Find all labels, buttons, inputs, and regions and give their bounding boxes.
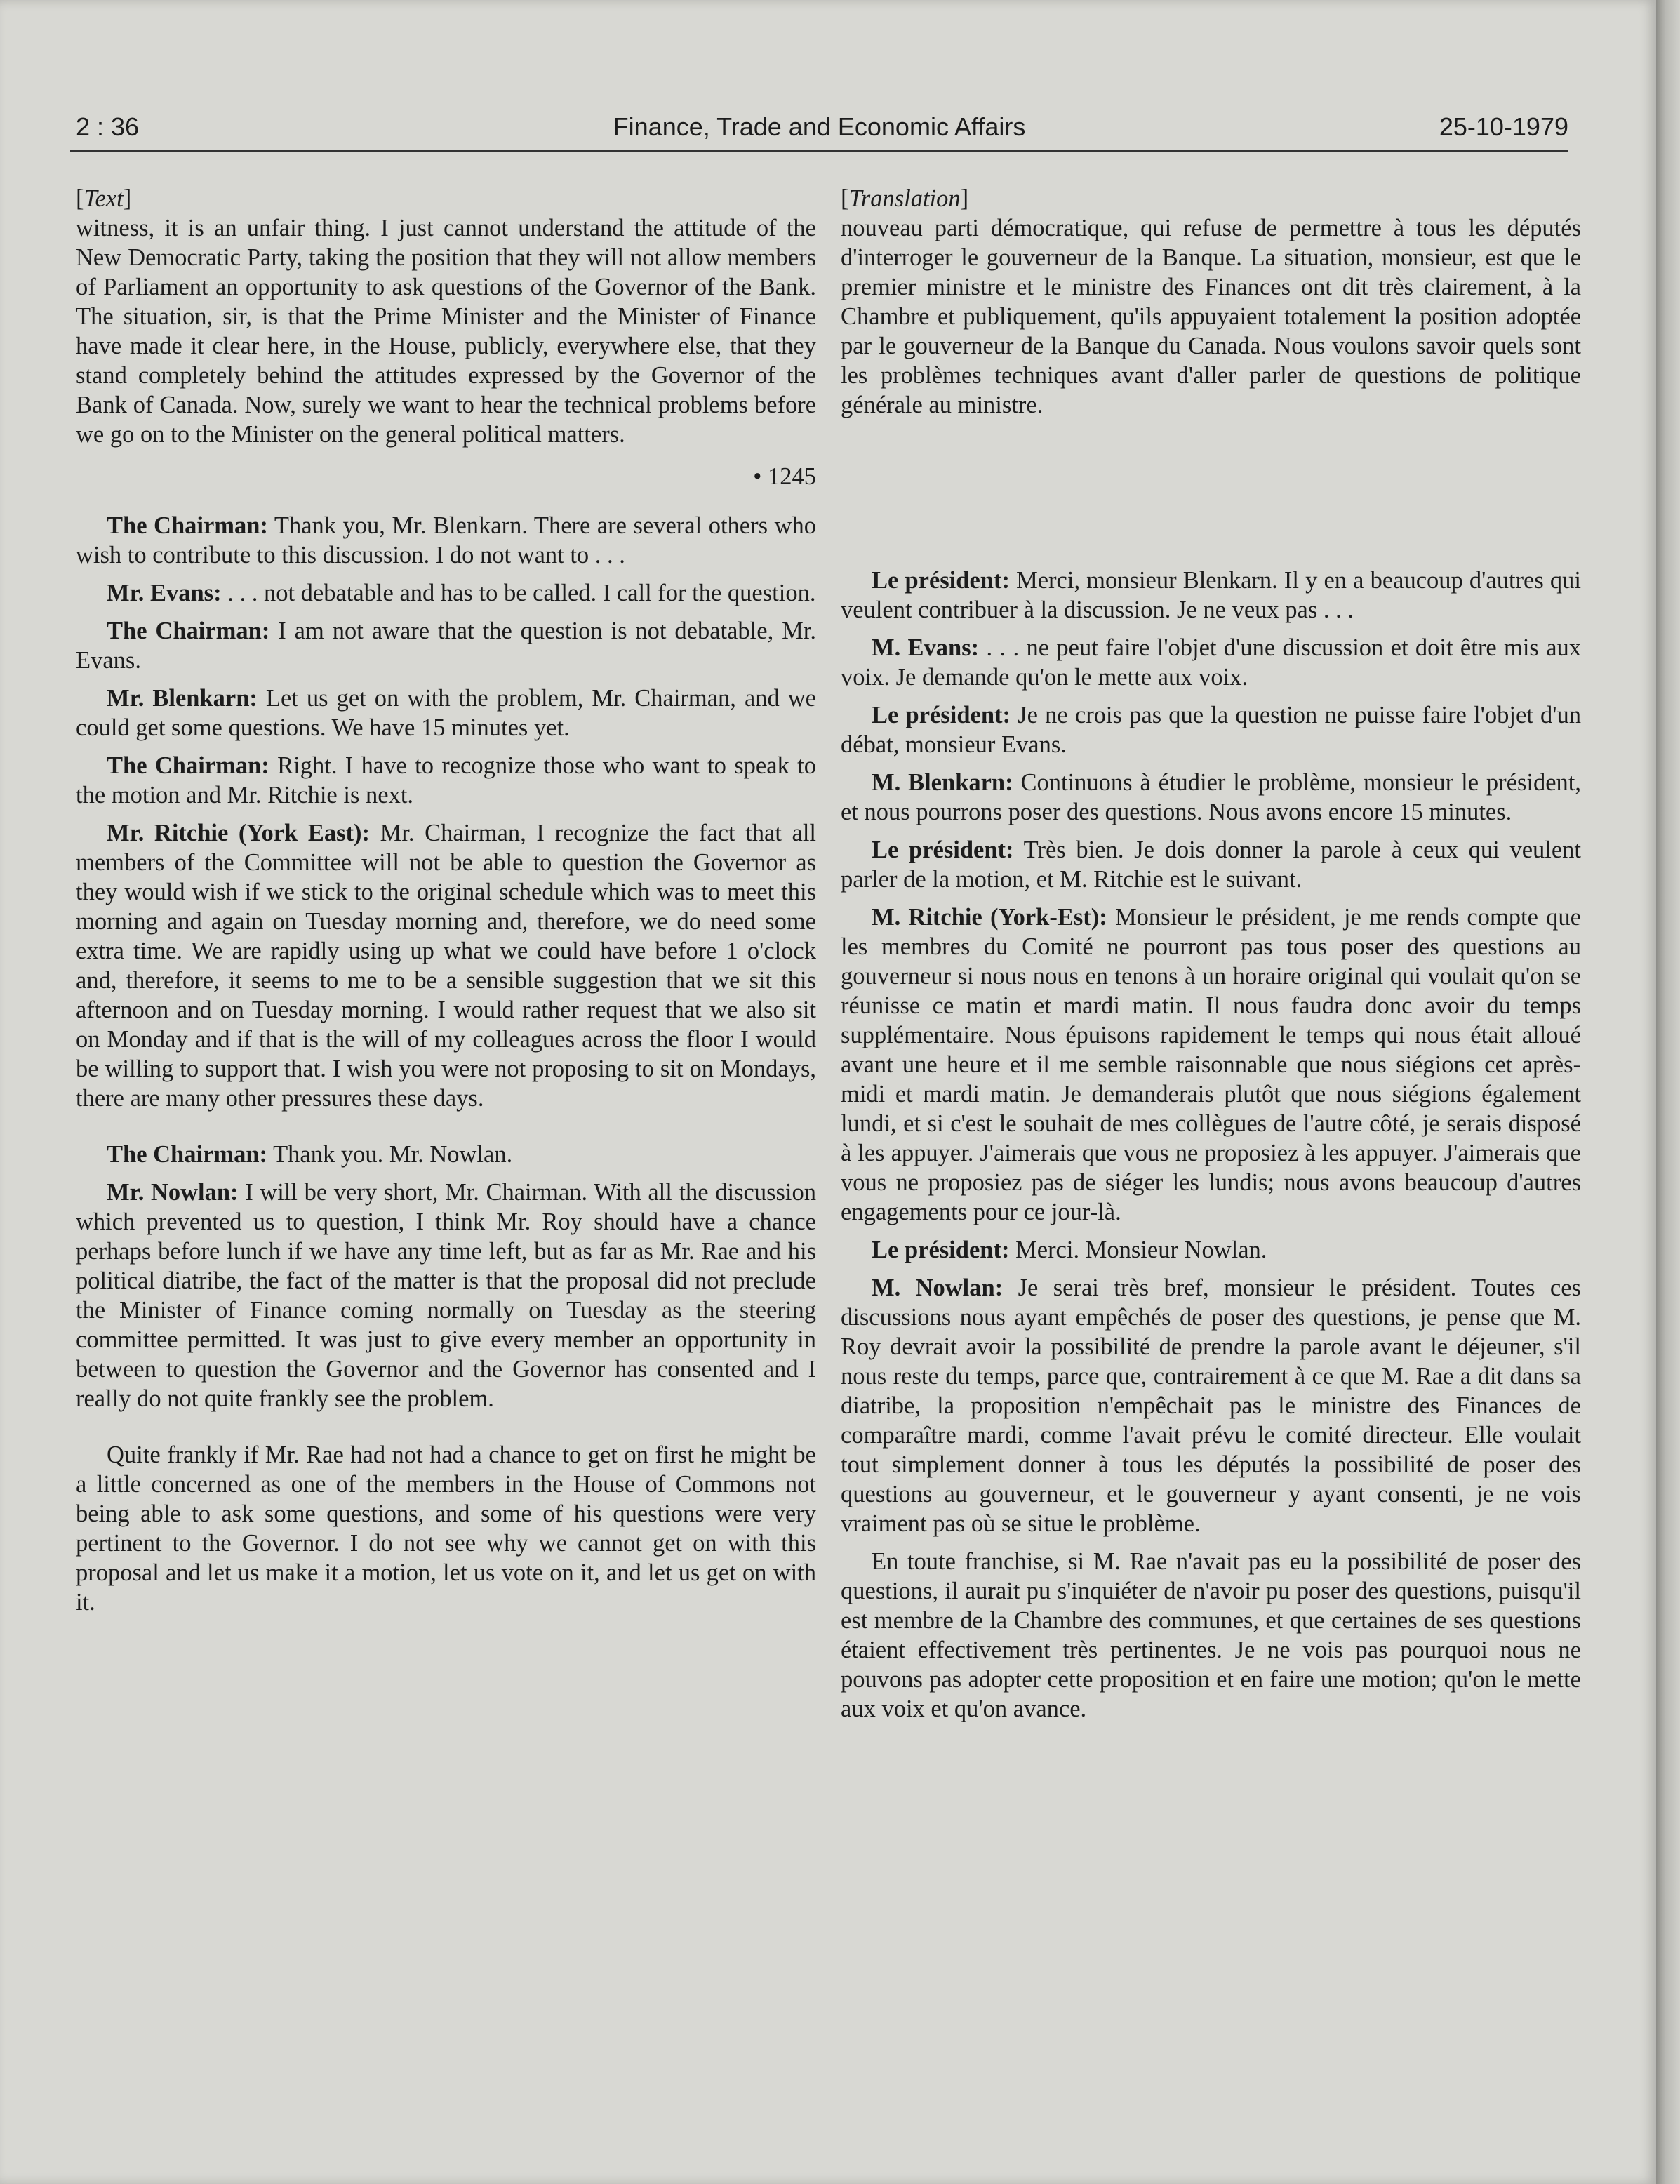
closing-paragraph: En toute franchise, si M. Rae n'avait pas eu la possibilité de poser des questions, il aurait pu s'inquiéter de n'avoir pu poser des questions, puisqu'il est membre de la Chambre des communes, et que certaines de ses questions étaient effectivement très pertinentes. Je ne vois pas pourquoi nous ne pouvons pas adopter cette proposition et en faire une motion; qu'on le mette aux voix et qu'on avance. [841,1548,1581,1722]
speech-text: Thank you. Mr. Nowlan. [273,1141,513,1168]
speaker-name: Le président: [872,567,1010,594]
speech-paragraph [841,1235,1581,1265]
speech-paragraph [841,633,1581,692]
speech-text: Merci. Monsieur Nowlan. [1015,1237,1267,1263]
speaker-name: Le président: [872,1237,1010,1263]
speech-text: Je ne crois pas que la question ne puisse faire l'objet d'un débat, monsieur Evans. [841,702,1581,758]
speaker-name: Mr. Evans: [107,580,222,606]
speech-paragraph [841,768,1581,827]
text-tag: [Text] [76,185,132,212]
page-binding-edge [1656,0,1680,2184]
speech-paragraph [76,511,816,570]
closing-paragraph: Quite frankly if Mr. Rae had not had a chance to get on first he might be a little concerned as one of the members in the House of Commons not being able to ask some questions, and some of his questions were very pertinent to the Governor. I do not see why we cannot get on with this proposal and let us make it a motion, let us vote on it, and let us get on with it. [76,1441,816,1616]
speech-text: Merci, monsieur Blenkarn. Il y en a beaucoup d'autres qui veulent contribuer à la discussion. Je ne veux pas . . . [841,567,1581,623]
speaker-name: M. Blenkarn: [872,769,1013,796]
speaker-name: The Chairman: [107,752,269,779]
speech-paragraph [76,818,816,1113]
page-number: 2 : 36 [76,112,140,141]
speech-text: Let us get on with the problem, Mr. Chairman, and we could get some questions. We have 15 minutes yet. [76,685,816,741]
intro-paragraph: nouveau parti démocratique, qui refuse de permettre à tous les députés d'interroger le gouverneur de la Banque. La situation, monsieur, est que le premier ministre et le ministre des Finances ont dit très clairement, à la Chambre et publiquement, qu'ils appuyaient totalement la position adoptée par le gouverneur de la Banque du Canada. Nous voulons savoir quels sont les problèmes techniques avant d'aller parler de questions de politique générale au ministre. [841,215,1581,418]
header-date: 25-10-1979 [1439,112,1568,141]
speech-text: I will be very short, Mr. Chairman. With all the discussion which prevented us to question, I think Mr. Roy should have a chance perhaps before lunch if we have any time left, but as far as Mr. Rae and his political diatribe, the fact of the matter is that the proposal did not preclude the Minister of Finance coming normally on Tuesday as the steering committee permitted. It was just to give every member an opportunity in between to question the Governor and the Governor has consented and I really do not quite frankly see the problem. [76,1179,817,1412]
speech-text: Très bien. Je dois donner la parole à ceux qui veulent parler de la motion, et M. Ritchie est le suivant. [841,837,1581,893]
speech-text: Monsieur le président, je me rends compte que les membres du Comité ne pourront pas tous poser des questions au gouverneur si nous nous en tenons à un horaire original qui voulait qu'on se réunisse ce matin et mardi matin. Il nous faudra donc avoir du temps supplémentaire. Nous épuisons rapidement le temps qui nous était alloué avant une heure et il me semble raisonnable que nous siégions cet après-midi et mardi matin. Je demanderais plutôt que nous siégions également lundi, et si c'est le souhait de mes collègues de l'autre côté, je serais disposé à les appuyer. J'aimerais que vous ne proposiez à les appuyer. J'aimerais que vous ne proposiez pas de siéger les lundis; nous avons beaucoup d'autres engagements pour ce jour-là. [841,904,1581,1225]
translation-tag: [Translation] [841,185,969,212]
speech-paragraph [841,835,1581,894]
speaker-name: The Chairman: [107,1141,268,1168]
intro-paragraph: witness, it is an unfair thing. I just cannot understand the attitude of the New Democratic Party, taking the position that they will not allow members of Parliament an opportunity to ask questions of the Governor of the Bank. The situation, sir, is that the Prime Minister and the Minister of Finance have made it clear here, in the House, publicly, everywhere else, that they stand completely behind the attitudes expressed by the Governor of the Bank of Canada. Now, surely we want to hear the technical problems before we go on to the Minister on the general political matters. [76,215,816,448]
speech-paragraph [76,684,816,743]
speech-paragraph [841,700,1581,759]
english-column [76,184,816,1625]
speaker-name: Le président: [872,702,1011,728]
speaker-name: Mr. Ritchie (York East): [107,820,371,846]
speech-text: Continuons à étudier le problème, monsieur le président, et nous pourrons poser des questions. Nous avons encore 15 minutes. [841,769,1581,825]
speech-paragraph [76,616,816,675]
speech-paragraph [76,1140,816,1169]
speech-text: . . . not debatable and has to be called. I call for the question. [227,580,816,606]
speaker-name: The Chairman: [107,618,270,644]
speech-paragraph [76,751,816,810]
speech-text: . . . ne peut faire l'objet d'une discussion et doit être mis aux voix. Je demande qu'on le mette aux voix. [841,634,1582,691]
speech-paragraph [76,578,816,608]
speech-paragraph [76,1178,816,1413]
speech-text: Thank you, Mr. Blenkarn. There are several others who wish to contribute to this discussion. I do not want to . . . [76,512,816,568]
french-column [841,184,1581,1732]
speech-text: Mr. Chairman, I recognize the fact that all members of the Committee will not be able to question the Governor as they would wish if we stick to the original schedule which was to meet this morning and again on Tuesday morning and, therefore, we do need some extra time. We are rapidly using up what we could have before 1 o'clock and, therefore, it seems to me to be a sensible suggestion that we sit this afternoon and on Tuesday morning. I would rather request that we also sit on Monday and if that is the will of my colleagues across the floor I would be willing to support that. I wish you were not proposing to sit on Mondays, there are many other pressures these days. [76,820,817,1112]
running-title: Finance, Trade and Economic Affairs [613,112,1026,141]
speaker-name: Le président: [872,837,1014,863]
speech-text: Right. I have to recognize those who want to speak to the motion and Mr. Ritchie is next. [76,752,816,808]
speaker-name: M. Nowlan: [872,1274,1004,1301]
speech-paragraph [841,566,1581,625]
speaker-name: M. Evans: [872,634,980,661]
time-marker: • 1245 [753,463,816,490]
speech-paragraph [841,903,1581,1227]
speaker-name: The Chairman: [107,512,268,539]
page-header [70,109,1568,152]
speaker-name: Mr. Nowlan: [107,1179,239,1206]
speaker-name: Mr. Blenkarn: [107,685,258,712]
speech-text: Je serai très bref, monsieur le président. Toutes ces discussions nous ayant empêchés de poser des questions, je pense que M. Roy devrait avoir la possibilité de prendre la parole avant le déjeuner, s'il nous reste du temps, parce que, contrairement à ce que M. Rae a dit dans sa diatribe, la proposition n'empêchait pas le ministre des Finances de comparaître mardi, comme l'avait prévu le comité directeur. Elle voulait tout simplement donner à tous les députés la possibilité de poser des questions au gouverneur, et le gouverneur y ayant consenti, je ne vois vraiment pas où se situe le problème. [841,1274,1581,1537]
speaker-name: M. Ritchie (York-Est): [872,904,1107,931]
speech-paragraph [841,1273,1581,1538]
speech-text: I am not aware that the question is not debatable, Mr. Evans. [76,618,817,674]
